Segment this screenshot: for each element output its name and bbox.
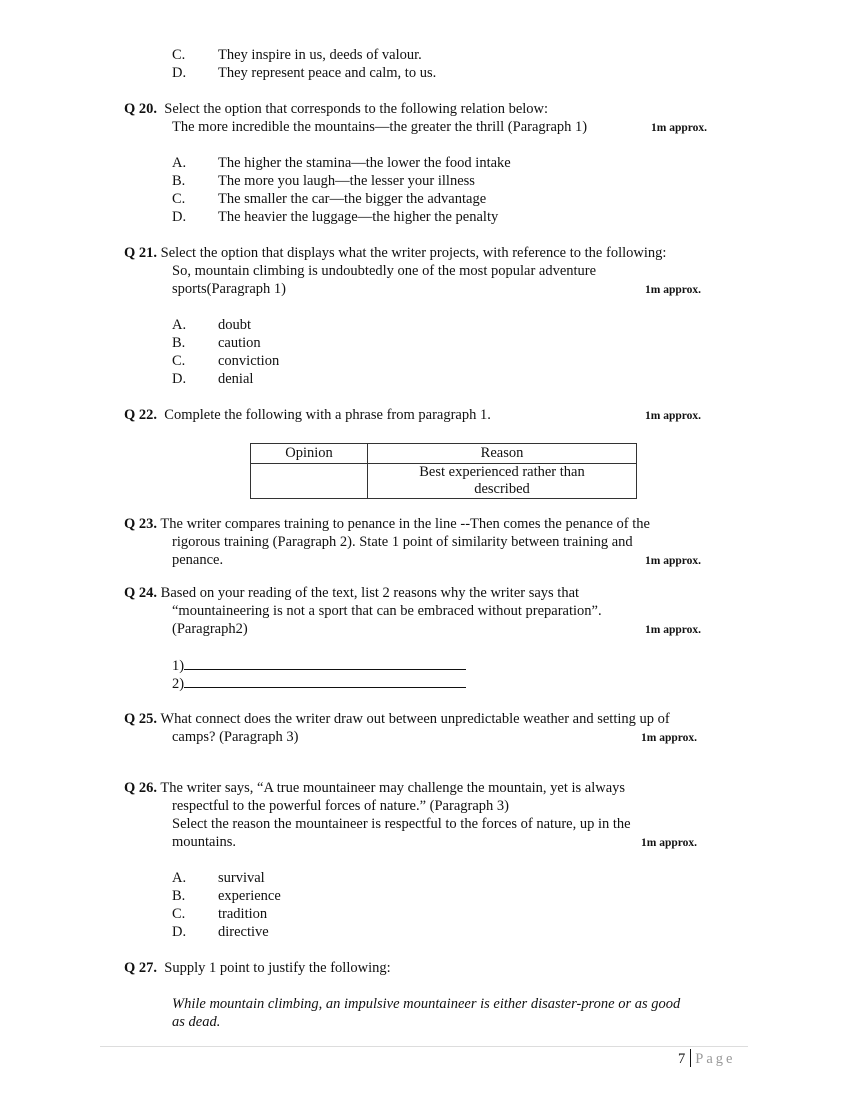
question-number: Q 26. xyxy=(124,780,158,796)
question-text: The more incredible the mountains—the greater the thrill (Paragraph 1) xyxy=(172,119,588,135)
marks-label: 1m approx. xyxy=(651,122,708,134)
marks-label: 1m approx. xyxy=(645,624,702,636)
question-26 xyxy=(124,779,625,797)
marks-label: 1m approx. xyxy=(641,732,698,744)
option-letter: C. xyxy=(172,47,186,63)
table-cell: Best experienced rather than described xyxy=(368,464,637,499)
option-text: tradition xyxy=(218,906,268,922)
table-header: Reason xyxy=(368,444,637,464)
question-text: Select the reason the mountaineer is respectful to the forces of nature, up in the xyxy=(172,816,631,832)
quote-text: as dead. xyxy=(172,1014,221,1030)
option-text: denial xyxy=(218,371,254,387)
question-27 xyxy=(124,959,391,977)
question-text: (Paragraph2) xyxy=(172,621,248,637)
question-number: Q 23. xyxy=(124,516,158,532)
question-text: camps? (Paragraph 3) xyxy=(172,729,299,745)
question-text: Select the option that displays what the writer projects, with reference to the following: xyxy=(160,245,667,261)
table-header: Opinion xyxy=(251,444,368,464)
option-text: The smaller the car—the bigger the advantage xyxy=(218,191,487,207)
question-text: “mountaineering is not a sport that can be embraced without preparation”. xyxy=(172,603,602,619)
question-text: So, mountain climbing is undoubtedly one of the most popular adventure xyxy=(172,263,597,279)
answer-line[interactable] xyxy=(184,656,466,670)
question-20 xyxy=(124,100,548,118)
question-text: The writer says, “A true mountaineer may challenge the mountain, yet is always xyxy=(160,780,626,796)
question-text: Select the option that corresponds to the following relation below: xyxy=(164,101,549,117)
marks-label: 1m approx. xyxy=(645,555,702,567)
question-22 xyxy=(124,406,491,424)
option-text: The heavier the luggage—the higher the penalty xyxy=(218,209,499,225)
footer-divider xyxy=(100,1046,748,1047)
question-text: rigorous training (Paragraph 2). State 1 point of similarity between training and xyxy=(172,534,633,550)
option-text: The higher the stamina—the lower the food intake xyxy=(218,155,511,171)
option-letter: B. xyxy=(172,888,186,904)
option-text: doubt xyxy=(218,317,252,333)
option-text: conviction xyxy=(218,353,280,369)
question-text: The writer compares training to penance in the line --Then comes the penance of the xyxy=(160,516,650,532)
question-number: Q 22. xyxy=(124,407,158,423)
option-text: survival xyxy=(218,870,265,886)
option-letter: B. xyxy=(172,335,186,351)
question-number: Q 25. xyxy=(124,711,158,727)
question-text: Supply 1 point to justify the following: xyxy=(164,960,391,976)
option-letter: C. xyxy=(172,353,186,369)
question-number: Q 21. xyxy=(124,245,158,261)
question-text: What connect does the writer draw out between unpredictable weather and setting up of xyxy=(160,711,670,727)
question-24 xyxy=(124,584,579,602)
page-word: Page xyxy=(695,1051,736,1067)
question-number: Q 27. xyxy=(124,960,158,976)
question-text: Complete the following with a phrase from paragraph 1. xyxy=(164,407,491,423)
page-footer xyxy=(678,1049,735,1068)
option-letter: A. xyxy=(172,870,187,886)
question-text: penance. xyxy=(172,552,224,568)
answer-blank-2[interactable] xyxy=(172,674,466,692)
quote-text: While mountain climbing, an impulsive mountaineer is either disaster-prone or as good xyxy=(172,996,681,1012)
marks-label: 1m approx. xyxy=(641,837,698,849)
answer-blank-1[interactable] xyxy=(172,656,466,674)
answer-line[interactable] xyxy=(184,674,466,688)
option-text: They represent peace and calm, to us. xyxy=(218,65,437,81)
option-letter: C. xyxy=(172,906,186,922)
option-text: directive xyxy=(218,924,269,940)
question-text: sports(Paragraph 1) xyxy=(172,281,286,297)
option-text: They inspire in us, deeds of valour. xyxy=(218,47,422,63)
question-text: Based on your reading of the text, list 2 reasons why the writer says that xyxy=(160,585,580,601)
blank-label: 1) xyxy=(172,658,185,674)
question-text: respectful to the powerful forces of nature.” (Paragraph 3) xyxy=(172,798,509,814)
question-21 xyxy=(124,244,666,262)
option-letter: D. xyxy=(172,924,187,940)
option-text: The more you laugh—the lesser your illness xyxy=(218,173,475,189)
option-text: caution xyxy=(218,335,261,351)
marks-label: 1m approx. xyxy=(645,284,702,296)
footer-separator xyxy=(690,1049,691,1067)
option-letter: B. xyxy=(172,173,186,189)
blank-label: 2) xyxy=(172,676,185,692)
option-letter: D. xyxy=(172,371,187,387)
page-number: 7 xyxy=(678,1051,686,1067)
option-letter: C. xyxy=(172,191,186,207)
option-letter: A. xyxy=(172,155,187,171)
option-text: experience xyxy=(218,888,281,904)
question-number: Q 20. xyxy=(124,101,158,117)
option-letter: D. xyxy=(172,209,187,225)
question-25 xyxy=(124,710,670,728)
table-cell-blank[interactable] xyxy=(251,464,368,499)
option-letter: A. xyxy=(172,317,187,333)
opinion-reason-table xyxy=(250,443,637,499)
question-23 xyxy=(124,515,650,533)
question-text: mountains. xyxy=(172,834,237,850)
marks-label: 1m approx. xyxy=(645,410,702,422)
question-number: Q 24. xyxy=(124,585,158,601)
option-letter: D. xyxy=(172,65,187,81)
